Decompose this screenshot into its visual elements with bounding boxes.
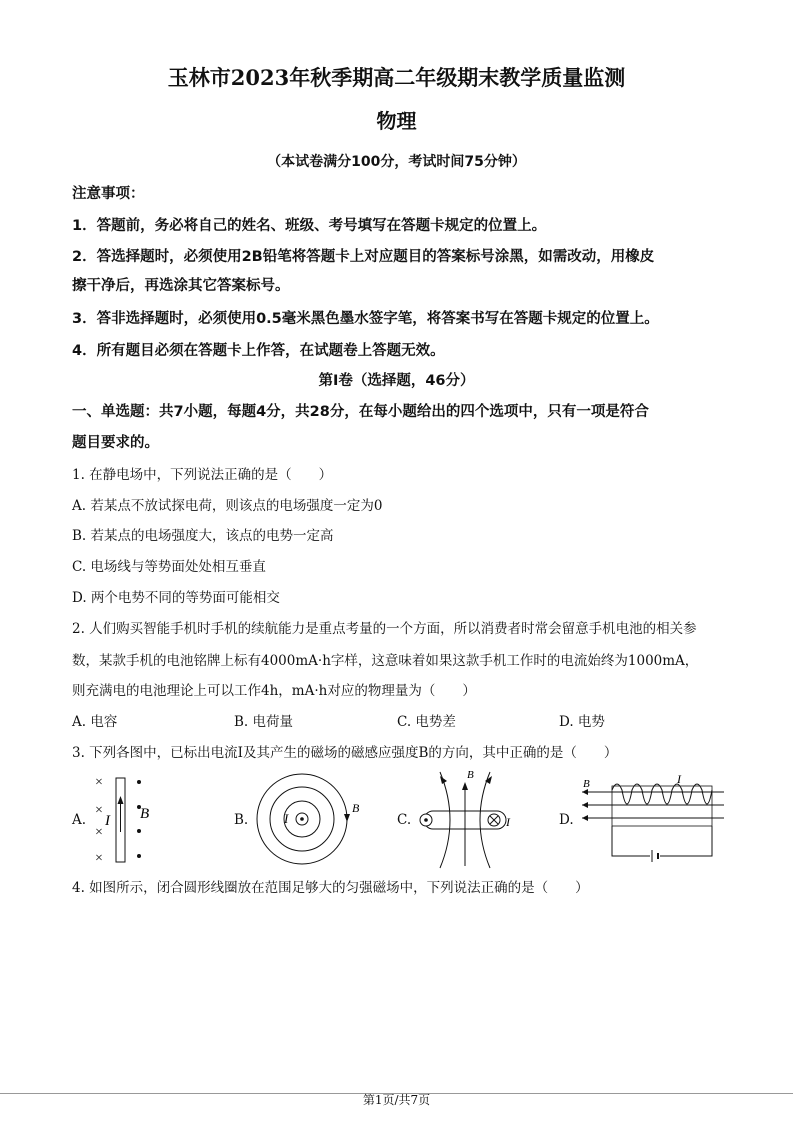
q4-stem: 4. 如图所示，闭合圆形线圈放在范围足够大的匀强磁场中，下列说法正确的是（ ）	[72, 880, 589, 896]
field-label: B	[352, 801, 360, 815]
notice-item: 擦干净后，再选涂其它答案标号。	[72, 278, 290, 294]
q2-stem-line: 2. 人们购买智能手机时手机的续航能力是重点考量的一个方面，所以消费者时常会留意手机电池的相关参	[72, 621, 697, 637]
q3-figure-d	[578, 770, 728, 862]
q1-option-a: A. 若某点不放试探电荷，则该点的电场强度一定为0	[72, 498, 383, 514]
q1-option-b: B. 若某点的电场强度大，该点的电势一定高	[72, 528, 334, 544]
q2-option-a: A. 电容	[72, 714, 118, 730]
q1-option-d: D. 两个电势不同的等势面可能相交	[72, 590, 280, 606]
field-label: B	[467, 769, 474, 781]
cross-symbol: ×	[95, 803, 103, 818]
current-label: I	[677, 772, 681, 786]
q2-stem-line: 则充满电的电池理论上可以工作4h，mA·h对应的物理量为（ ）	[72, 683, 476, 699]
cross-symbol: ×	[95, 851, 103, 866]
q2-stem-line: 数，某款手机的电池铭牌上标有4000mA·h字样，这意味着如果这款手机工作时的电流始终为1000mA，	[72, 653, 699, 669]
q3-figure-a	[88, 770, 158, 870]
q3-option-c-label: C.	[397, 812, 412, 828]
current-label: I	[284, 811, 289, 826]
notice-item: 3．答非选择题时，必须使用0.5毫米黑色墨水签字笔，将答案书写在答题卡规定的位置上。	[72, 311, 659, 327]
arrow-head	[118, 796, 124, 804]
dot-symbol	[137, 854, 141, 858]
q3-option-d-label: D.	[559, 812, 574, 828]
cross-symbol: ×	[95, 775, 103, 790]
field-label: B	[583, 778, 590, 790]
coil	[612, 784, 712, 804]
q2-option-b: B. 电荷量	[234, 714, 294, 730]
exam-info: （本试卷满分100分，考试时间75分钟）	[267, 154, 526, 170]
cross-symbol: ×	[95, 825, 103, 840]
notice-item: 4．所有题目必须在答题卡上作答，在试题卷上答题无效。	[72, 343, 445, 359]
q1-stem: 1. 在静电场中，下列说法正确的是（ ）	[72, 467, 333, 483]
q2-option-c: C. 电势差	[397, 714, 456, 730]
exam-title: 玉林市2023年秋季期高二年级期末教学质量监测	[167, 65, 626, 90]
subject-title: 物理	[376, 109, 417, 133]
arrow-head	[462, 782, 468, 790]
section-desc: 题目要求的。	[72, 435, 159, 451]
current-label: I	[506, 815, 510, 829]
dot-symbol	[137, 829, 141, 833]
page-number: 第1页/共7页	[362, 1093, 431, 1107]
dot-symbol	[137, 780, 141, 784]
q3-figure-c	[412, 768, 522, 872]
q3-stem: 3. 下列各图中，已标出电流I及其产生的磁场的磁感应强度B的方向，其中正确的是（ ）	[72, 745, 618, 761]
q3-figure-b	[252, 770, 362, 870]
notice-heading: 注意事项：	[72, 186, 145, 202]
section-title: 第Ⅰ卷（选择题，46分）	[318, 373, 475, 389]
notice-item: 2．答选择题时，必须使用2B铅笔将答题卡上对应题目的答案标号涂黑，如需改动，用橡皮	[72, 249, 655, 265]
q3-option-a-label: A.	[72, 812, 87, 828]
arrow-head	[344, 814, 350, 822]
field-label: B	[140, 806, 150, 822]
q3-option-b-label: B.	[234, 812, 249, 828]
q1-option-c: C. 电场线与等势面处处相互垂直	[72, 559, 266, 575]
notice-item: 1．答题前，务必将自己的姓名、班级、考号填写在答题卡规定的位置上。	[72, 218, 547, 234]
current-label: I	[105, 813, 110, 829]
q2-option-d: D. 电势	[559, 714, 605, 730]
section-desc: 一、单选题：共7小题，每题4分，共28分，在每小题给出的四个选项中，只有一项是符合	[72, 404, 649, 420]
